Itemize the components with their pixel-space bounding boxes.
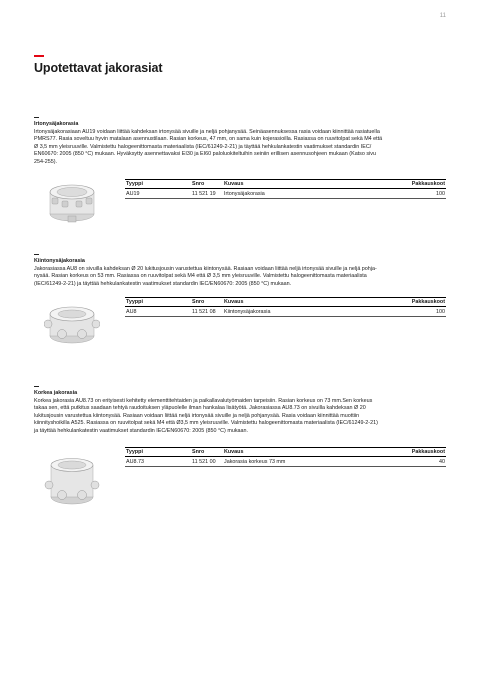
section-korkea-jakorasia (34, 386, 446, 435)
product-table (125, 179, 446, 199)
section-marker (34, 254, 39, 255)
col-pakkauskoot: Pakkauskoot (385, 448, 446, 457)
table-header-row (125, 180, 446, 189)
section-marker (34, 117, 39, 118)
col-tyyppi: Tyyppi (125, 298, 191, 307)
cell-kuvaus: Kiintonysäjakorasia (223, 307, 385, 317)
col-snro: Snro (191, 298, 223, 307)
cell-pakkauskoot: 100 (385, 307, 446, 317)
section-title: Korkea jakorasia (34, 390, 78, 396)
section-body: Irtonysäjakorasiaan AU19 voidaan liittää kahdeksan irtonysää sivuille ja neljä pohjanysää. Seinäasennuksessa rasia voidaan kiinnittää rasiatuella PMRS77. Rasia soveltuu hyvin matalaan asennustilaan. Rasian korkeus, 47 mm, on sama kuin kojerasioilla. Rasiassa on ruuvitolpat sekä M4 että Ø 3,5 mm yleisruuville. Valmistettu halogeenittomasta materiaalista (IEC/61249-2-21) ja täyttää hehkulankatestin vaatimukset standardin IEC/ EN60670: 2005 (850 °C) mukaan. Hyväksytty asennettavaksi EI30 ja EI60 paloluokiteltuihin seiniin erillisen asennusohjeen mukaan (Katso sivu 254-255). (34, 128, 383, 165)
cell-pakkauskoot: 40 (385, 457, 446, 467)
table-header-row (125, 448, 446, 457)
cell-snro: 11 521 00 (191, 457, 223, 467)
table-row (125, 457, 446, 467)
product-image-au8 (44, 302, 100, 346)
cell-snro: 11 521 19 (191, 189, 223, 199)
section-kiintonysajakorasia (34, 254, 446, 288)
col-snro: Snro (191, 448, 223, 457)
title-accent-bar (34, 55, 44, 57)
section-body: Korkea jakorasia AU8.73 on erityisesti kehitetty elementtitehtaiden ja paikallavalutyömaiden tarpeisiin. Rasian korkeus on 73 mm.Sen korkeus takaa sen, että putkitus saadaan tehtyä raudoituksen yläpuolelle ilman hankalaa lisätyötä. Jakorasiassa AU8.73 on sivuilla kahdeksan Ø 20 lukitusjousin varustettua kiintonysää. Rasiaan voidaan liittää neljä irtonysää sivuille ja neljä pohjanysää. Rasia voidaan kiinnittää muottiin kiinnityshoikilla A525. Rasiassa on ruuvitolpat sekä M4 että Ø3,5 mm yleisruuville. Valmistettu halogeenittomasta materiaalista (IEC/61249-2-21) ja täyttää hehkulankatestin vaatimukset standardin IEC/EN60670: 2005 (850 °C) mukaan. (34, 397, 378, 434)
cell-tyyppi: AU19 (125, 189, 191, 199)
section-irtonysajakorasia (34, 117, 446, 166)
col-snro: Snro (191, 180, 223, 189)
col-tyyppi: Tyyppi (125, 448, 191, 457)
section-body: Jakorasiassa AU8 on sivuilla kahdeksan Ø 20 lukitusjousin varustettua kiintonysää. Rasiaan voidaan liittää neljä irtonysää sivuille ja neljä pohja- nysää. Rasian korkeus on 53 mm. Rasiassa on ruuvitolpat sekä M4 että Ø 3,5 mm yleisruuville. Valmistettu halogeenittomasta materiaalista (IEC/61249-2-21) ja täyttää hehkulankatestin vaatimukset standardin IEC/EN60670: 2005 (850 °C) mukaan. (34, 265, 377, 287)
page-number: 11 (439, 13, 446, 19)
col-tyyppi: Tyyppi (125, 180, 191, 189)
cell-tyyppi: AU8 (125, 307, 191, 317)
section-title: Kiintonysäjakorasia (34, 258, 85, 264)
product-table (125, 297, 446, 317)
product-image-au19 (44, 178, 100, 224)
cell-tyyppi: AU8.73 (125, 457, 191, 467)
table-row (125, 189, 446, 199)
cell-kuvaus: Jakorasia korkeus 73 mm (223, 457, 385, 467)
col-pakkauskoot: Pakkauskoot (385, 180, 446, 189)
page-title: Upotettavat jakorasiat (34, 61, 163, 75)
col-kuvaus: Kuvaus (223, 448, 385, 457)
section-title: Irtonysäjakorasia (34, 121, 79, 127)
col-pakkauskoot: Pakkauskoot (385, 298, 446, 307)
table-row (125, 307, 446, 317)
cell-kuvaus: Irtonysäjakorasia (223, 189, 385, 199)
section-marker (34, 386, 39, 387)
cell-snro: 11 521 08 (191, 307, 223, 317)
col-kuvaus: Kuvaus (223, 180, 385, 189)
product-table (125, 447, 446, 467)
product-image-au8-73 (44, 455, 100, 507)
table-header-row (125, 298, 446, 307)
col-kuvaus: Kuvaus (223, 298, 385, 307)
cell-pakkauskoot: 100 (385, 189, 446, 199)
